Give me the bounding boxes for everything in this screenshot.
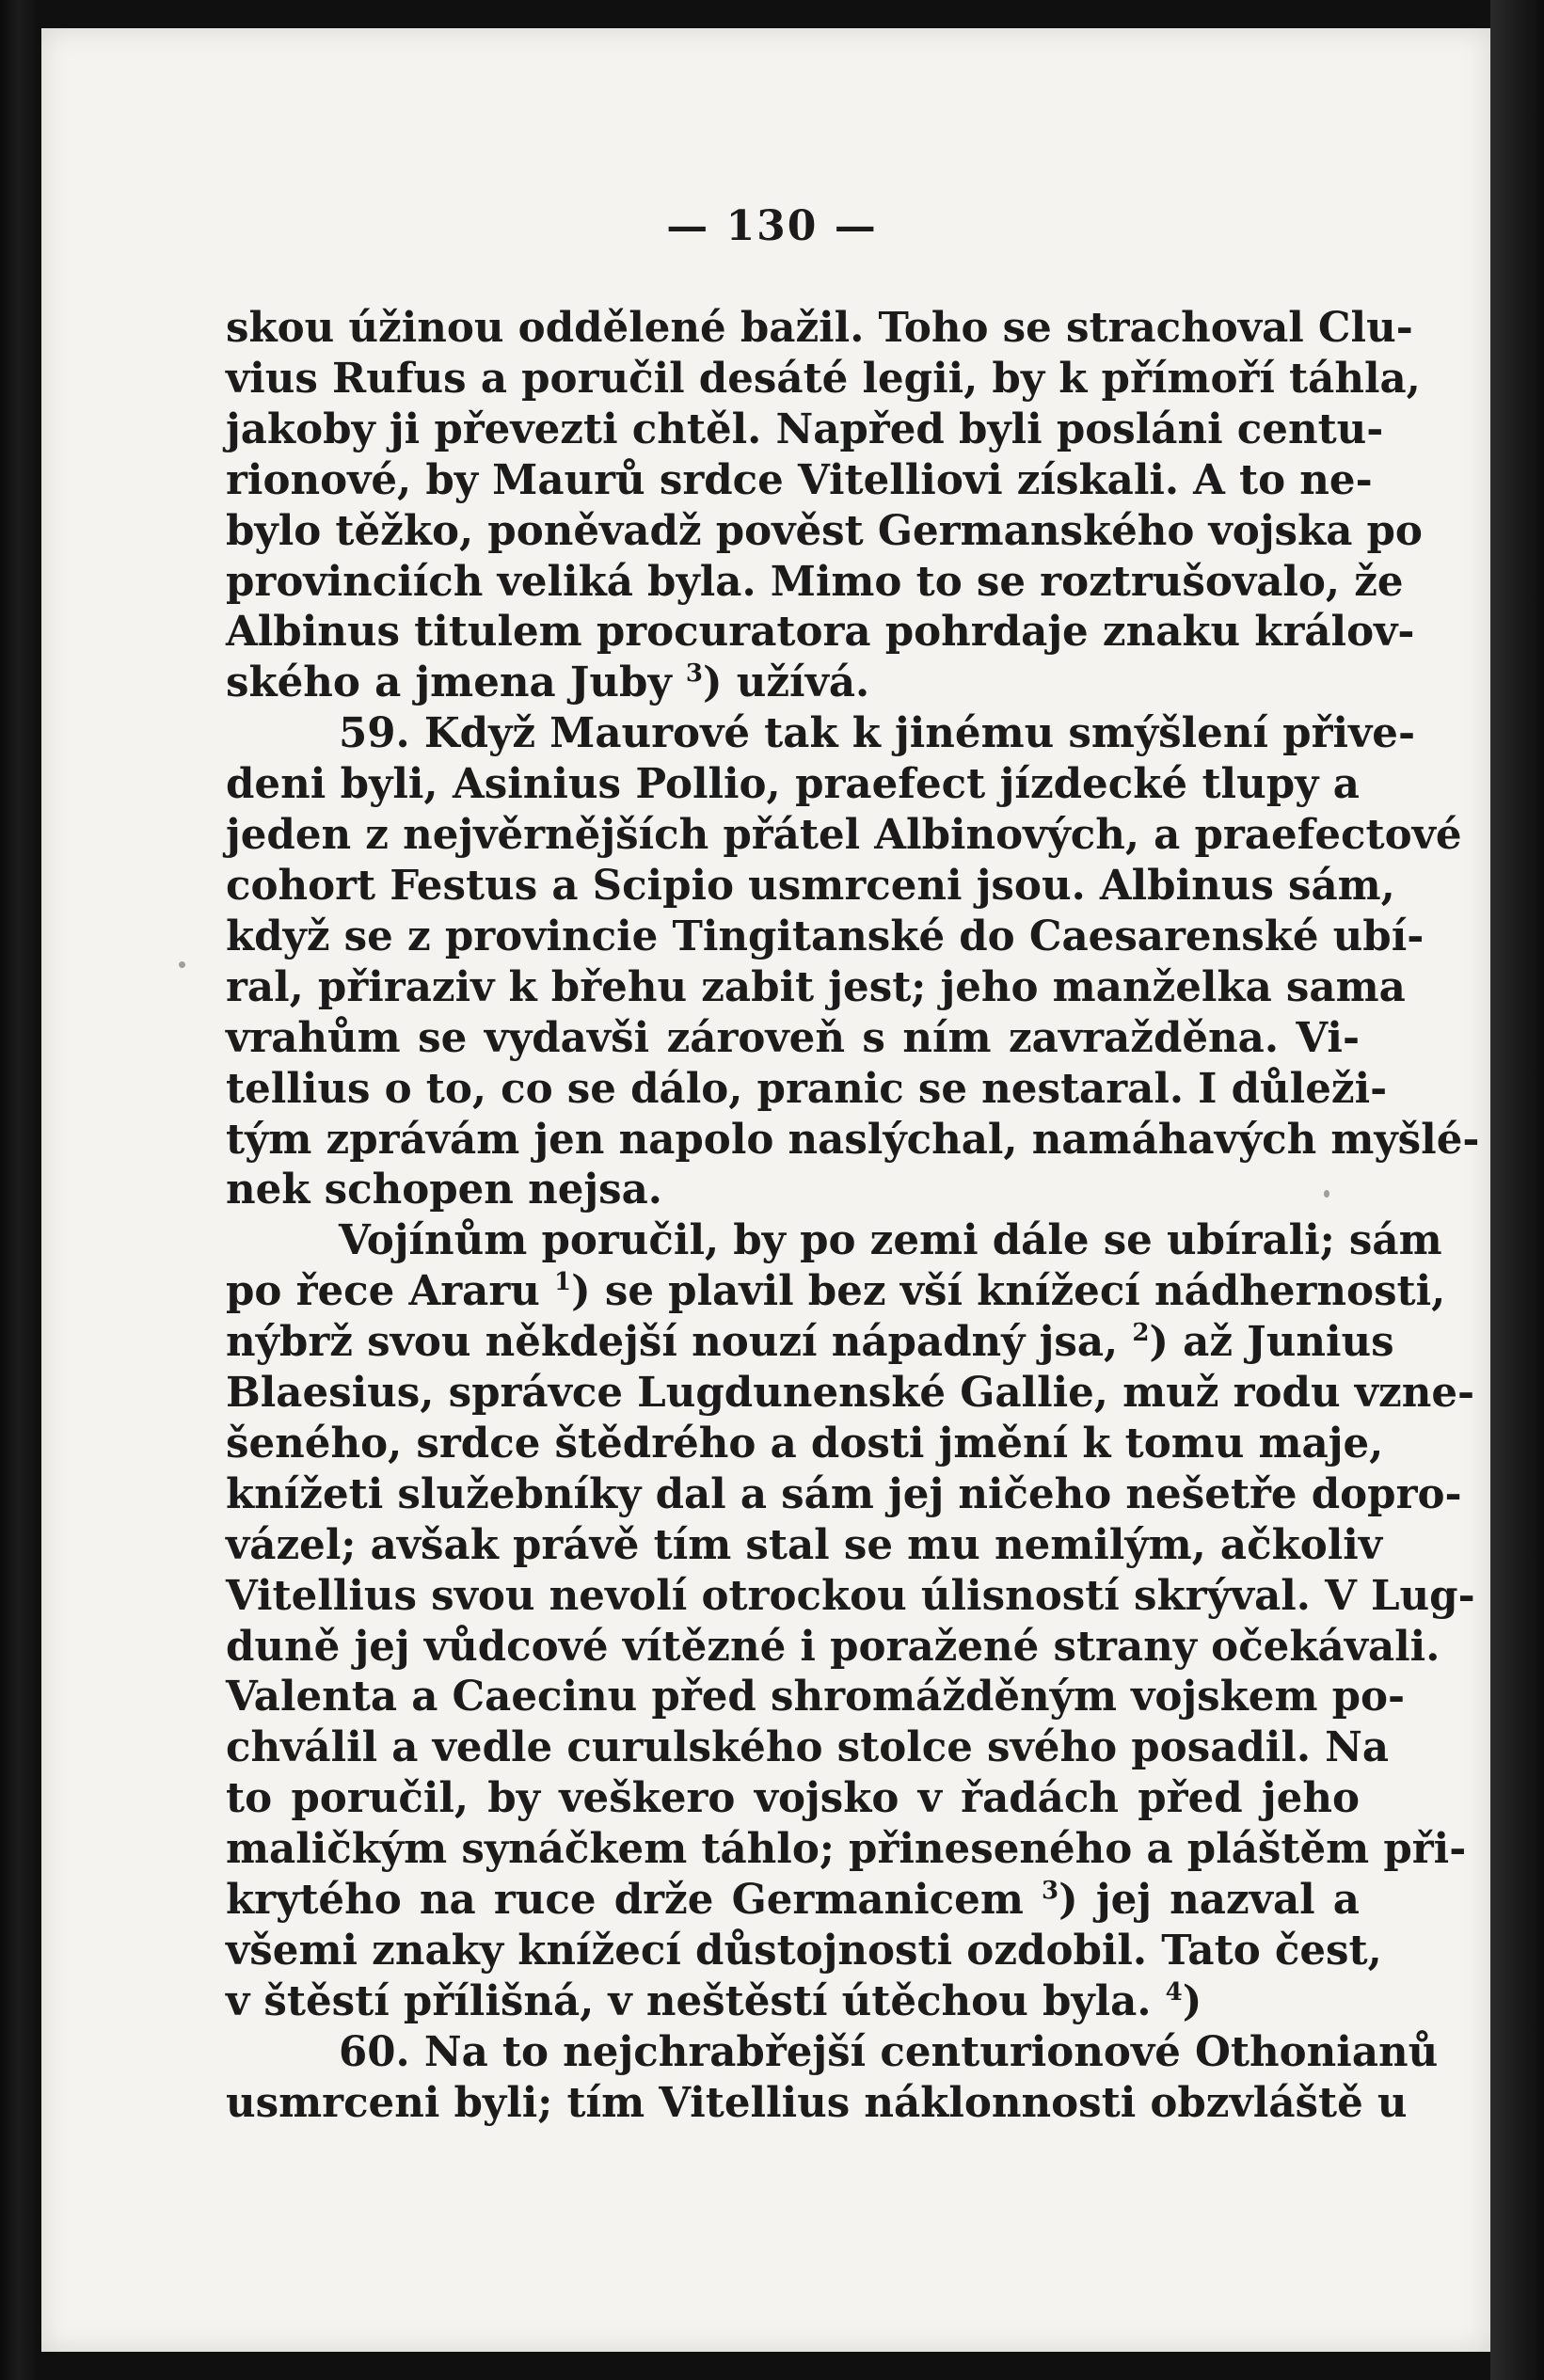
text-line: bylo těžko, poněvadž pověst Germanského vojska po: [226, 506, 1423, 555]
text-line: [226, 1317, 1394, 1368]
text-line: šeného, srdce štědrého a dosti jmění k tomu maje,: [226, 1419, 1384, 1468]
text-line: [226, 1976, 1360, 2027]
text-line: cohort Festus a Scipio usmrceni jsou. Albinus sám,: [226, 861, 1395, 910]
text-line: skou úžinou oddělené bažil. Toho se strachoval Clu-: [226, 304, 1413, 352]
text-line: Vitellius svou nevolí otrockou úlisností skrýval. V Lug-: [226, 1571, 1475, 1620]
footnote-mark: 3: [1042, 1877, 1059, 1906]
text-line: když se z provincie Tingitanské do Caesarenské ubí-: [226, 912, 1425, 960]
text-line: [226, 1266, 1446, 1317]
page-body: [226, 303, 1480, 2129]
text-line: usmrceni byli; tím Vitellius náklonnosti obzvláště u: [226, 2078, 1408, 2127]
text-line: [226, 658, 1360, 708]
text-line: deni byli, Asinius Pollio, praefect jízdecké tlupy a: [226, 760, 1360, 809]
text-fragment: ) užívá.: [702, 658, 870, 707]
text-line: vrahům se vydavši zároveň s ním zavražděna. Vi-: [226, 1013, 1360, 1062]
text-line: ral, přiraziv k břehu zabit jest; jeho manželka sama: [226, 962, 1406, 1011]
text-line: vázel; avšak právě tím stal se mu nemilým, ačkoliv: [226, 1520, 1383, 1569]
text-line: rionové, by Maurů srdce Vitelliovi získali. A to ne-: [226, 455, 1373, 504]
text-fragment: nýbrž svou někdejší nouzí nápadný jsa,: [226, 1318, 1119, 1367]
text-line: jakoby ji převezti chtěl. Napřed byli posláni centu-: [226, 405, 1384, 453]
text-fragment: v štěstí přílišná, v neštěstí útěchou byla.: [226, 1976, 1152, 2025]
text-fragment: po řece Araru: [226, 1267, 540, 1316]
text-line: 60. Na to nejchrabřejší centurionové Othonianů: [339, 2027, 1439, 2076]
text-line: provinciích veliká byla. Mimo to se roztrušovalo, že: [226, 557, 1404, 606]
text-line: vius Rufus a poručil desáté legii, by k přímoří táhla,: [226, 354, 1421, 403]
text-line: knížeti služebníky dal a sám jej ničeho nešetře dopro-: [226, 1469, 1462, 1518]
text-line: všemi znaky knížecí důstojnosti ozdobil. Tato čest,: [226, 1927, 1382, 1975]
text-fragment: ského a jmena Juby: [226, 658, 672, 707]
text-line: Valenta a Caecinu před shromážděným vojskem po-: [226, 1673, 1406, 1722]
text-line: [226, 1875, 1360, 1926]
text-line: 59. Když Maurové tak k jinému smýšlení přive-: [339, 709, 1416, 758]
text-line: chválil a vedle curulského stolce svého posadil. Na: [226, 1723, 1390, 1772]
text-fragment: ) jej nazval a: [1059, 1876, 1360, 1925]
text-fragment: ): [1182, 1976, 1202, 2025]
text-fragment: ) až Junius: [1149, 1318, 1394, 1367]
ink-speck: [1324, 1190, 1329, 1198]
text-fragment: ) se plavil bez vší knížecí nádhernosti,: [571, 1267, 1446, 1316]
text-line: maličkým synáčkem táhlo; přineseného a pláštěm při-: [226, 1825, 1467, 1874]
text-line: to poručil, by veškero vojsko v řadách před jeho: [226, 1774, 1360, 1823]
page-edge-shadow: [1490, 0, 1544, 2380]
text-line: Albinus titulem procuratora pohrdaje znaku králov-: [226, 608, 1415, 657]
text-line: tým zprávám jen napolo naslýchal, namáhavých myšlé-: [226, 1115, 1480, 1164]
text-line: Blaesius, správce Lugdunenské Gallie, muž rodu vzne-: [226, 1369, 1475, 1418]
footnote-mark: 4: [1165, 1977, 1183, 2007]
footnote-mark: 2: [1132, 1319, 1150, 1348]
footnote-mark: 3: [685, 659, 703, 689]
page-number: — 130 —: [666, 202, 878, 250]
text-line: duně jej vůdcové vítězné i poražené strany očekávali.: [226, 1622, 1441, 1671]
text-fragment: krytého na ruce drže Germanicem: [226, 1876, 1024, 1925]
text-line: jeden z nejvěrnějších přátel Albinových, a praefectové: [226, 811, 1462, 860]
text-line: tellius o to, co se dálo, pranic se nestaral. I důleži-: [226, 1064, 1388, 1113]
text-line: nek schopen nejsa.: [226, 1166, 662, 1214]
ink-speck: [179, 961, 185, 968]
text-line: Vojínům poručil, by po zemi dále se ubírali; sám: [339, 1216, 1442, 1265]
footnote-mark: 1: [554, 1268, 572, 1297]
